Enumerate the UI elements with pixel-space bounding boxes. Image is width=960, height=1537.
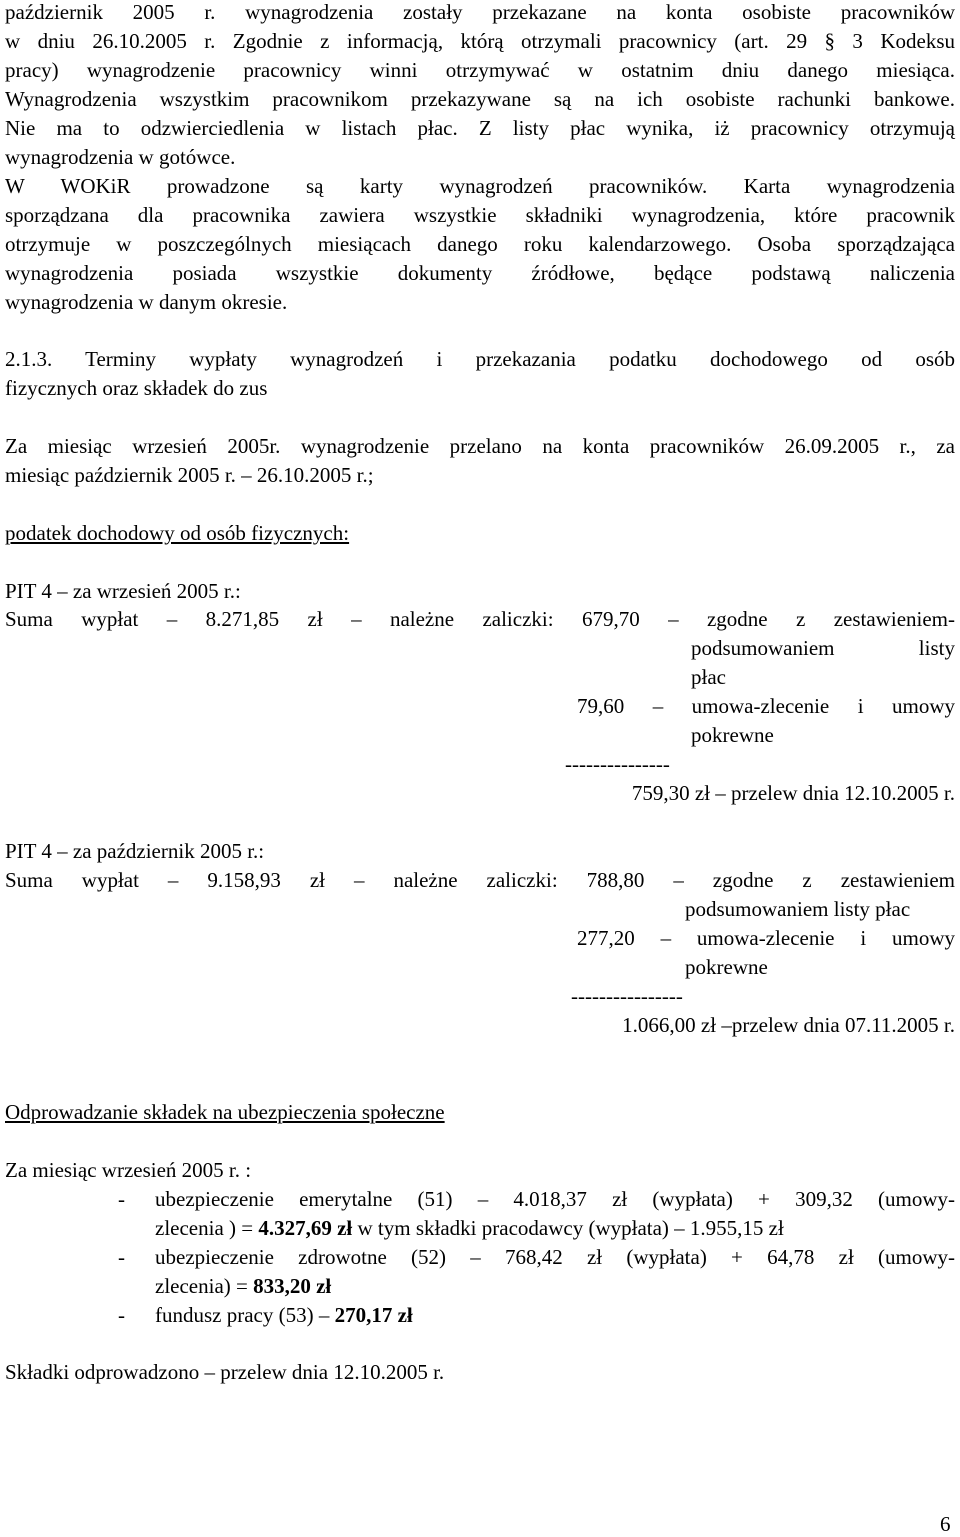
pit-october-total: 1.066,00 zł –przelew dnia 07.11.2005 r. — [622, 1013, 955, 1037]
paragraph1-line: Nie ma to odzwierciedlenia w listach płac. Z listy płac wynika, iż pracownicy otrzymują — [5, 116, 955, 140]
pit-september-total: 759,30 zł – przelew dnia 12.10.2005 r. — [631, 781, 955, 805]
pit-september-separator: --------------- — [565, 752, 670, 776]
pit-october-line: pokrewne — [685, 955, 768, 979]
pension-line — [155, 1214, 784, 1243]
labour-text: fundusz pracy (53) – — [155, 1303, 335, 1327]
health-line: ubezpieczenie zdrowotne (52) – 768,42 zł (wypłata) + 64,78 zł (umowy- — [155, 1245, 955, 1269]
pit-october-line: podsumowaniem listy płac — [685, 897, 911, 921]
transfer-info: miesiąc październik 2005 r. – 26.10.2005 r.; — [5, 463, 374, 487]
paragraph1-line: wynagrodzenia w gotówce. — [5, 145, 236, 169]
list-dash: - — [118, 1187, 125, 1211]
pit-september-line: 79,60 – umowa-zlecenie i umowy — [577, 694, 955, 718]
paragraph1-line: Wynagrodzenia wszystkim pracownikom przekazywane są na ich osobiste rachunki bankowe. — [5, 87, 955, 111]
pit-october-line: 277,20 – umowa-zlecenie i umowy — [577, 926, 955, 950]
paragraph2-line: otrzymuje w poszczególnych miesiącach danego roku kalendarzowego. Osoba sporządzająca — [5, 232, 955, 256]
pit-september-line: podsumowaniem listy — [691, 636, 955, 660]
pension-total: 4.327,69 zł — [258, 1216, 353, 1240]
social-heading: Odprowadzanie składek na ubezpieczenia społeczne — [5, 1100, 445, 1124]
paragraph2-line: wynagrodzenia w danym okresie. — [5, 290, 288, 314]
pit-september-line: płac — [691, 665, 726, 689]
pit-october-title: PIT 4 – za październik 2005 r.: — [5, 839, 265, 863]
paragraph2-line: sporządzana dla pracownika zawiera wszystkie składniki wynagrodzenia, które pracownik — [5, 203, 955, 227]
labour-total: 270,17 zł — [334, 1303, 413, 1327]
pit-september-title: PIT 4 – za wrzesień 2005 r.: — [5, 579, 241, 603]
page-number: 6 — [940, 1512, 951, 1536]
paragraph2-line: wynagrodzenia posiada wszystkie dokumenty źródłowe, będące podstawą naliczenia — [5, 261, 955, 285]
labour-fund-line — [155, 1301, 413, 1330]
transfer-info: Za miesiąc wrzesień 2005r. wynagrodzenie przelano na konta pracowników 26.09.2005 r., za — [5, 434, 955, 458]
health-line — [155, 1272, 331, 1301]
health-total: 833,20 zł — [253, 1274, 332, 1298]
pension-text: w tym składki pracodawcy (wypłata) – 1.955,15 zł — [352, 1216, 784, 1240]
section-heading: fizycznych oraz składek do zus — [5, 376, 268, 400]
paragraph2-line: W WOKiR prowadzone są karty wynagrodzeń pracowników. Karta wynagrodzenia — [5, 174, 955, 198]
paragraph1-line: październik 2005 r. wynagrodzenia zostały przekazane na konta osobiste pracowników — [5, 0, 955, 24]
pit-october-separator: ---------------- — [571, 984, 683, 1008]
tax-heading: podatek dochodowy od osób fizycznych: — [5, 521, 350, 545]
paragraph1-line: pracy) wynagrodzenie pracownicy winni otrzymywać w ostatnim dniu danego miesiąca. — [5, 58, 955, 82]
pit-september-summary: Suma wypłat – 8.271,85 zł – należne zaliczki: 679,70 – zgodne z zestawieniem- — [5, 607, 955, 631]
pit-september-line: pokrewne — [691, 723, 774, 747]
pension-text: zlecenia ) = — [155, 1216, 259, 1240]
social-month: Za miesiąc wrzesień 2005 r. : — [5, 1158, 252, 1182]
list-dash: - — [118, 1303, 125, 1327]
section-heading: 2.1.3. Terminy wypłaty wynagrodzeń i przekazania podatku dochodowego od osób — [5, 347, 955, 371]
list-dash: - — [118, 1245, 125, 1269]
paragraph1-line: w dniu 26.10.2005 r. Zgodnie z informacją, którą otrzymali pracownicy (art. 29 § 3 Kodeksu — [5, 29, 955, 53]
pension-line: ubezpieczenie emerytalne (51) – 4.018,37 zł (wypłata) + 309,32 (umowy- — [155, 1187, 955, 1211]
pit-october-summary: Suma wypłat – 9.158,93 zł – należne zaliczki: 788,80 – zgodne z zestawieniem — [5, 868, 955, 892]
closing-line: Składki odprowadzono – przelew dnia 12.10.2005 r. — [5, 1360, 445, 1384]
health-text: zlecenia) = — [155, 1274, 254, 1298]
